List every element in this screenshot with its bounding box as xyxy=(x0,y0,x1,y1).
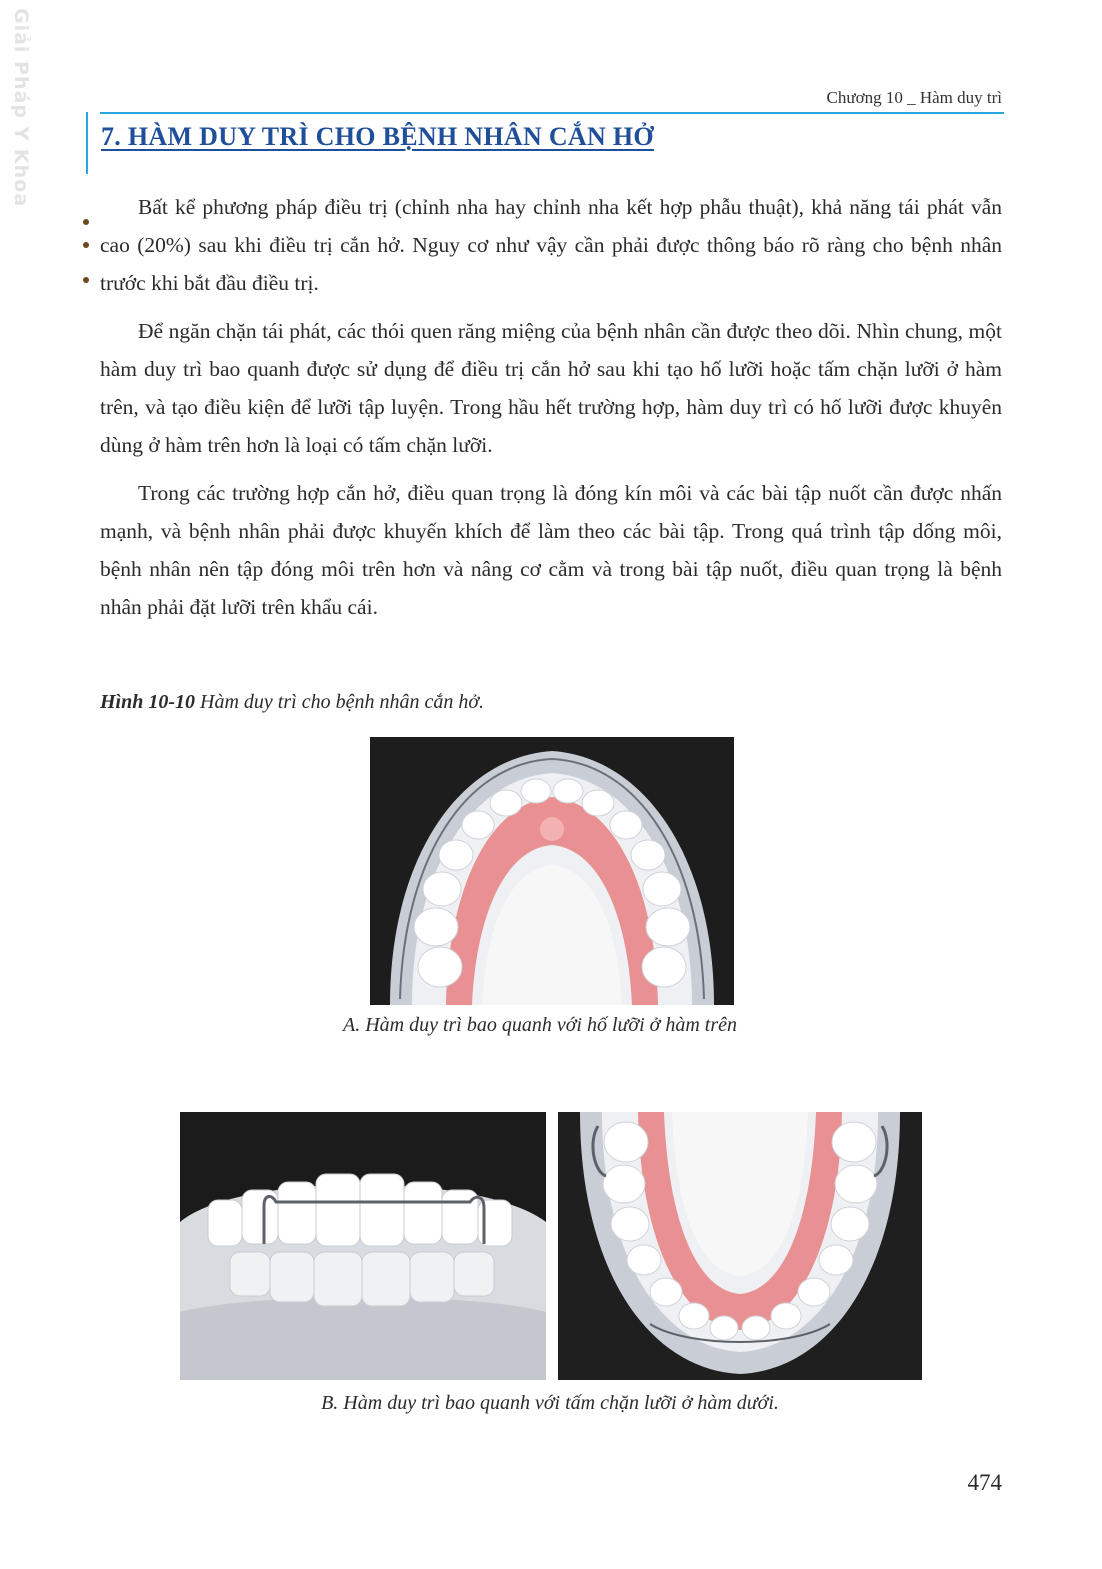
photo-frontal-view xyxy=(180,1112,546,1380)
header-bracket-line xyxy=(86,112,88,174)
figure-title: Hàm duy trì cho bệnh nhân cắn hở. xyxy=(195,691,484,713)
bullet-dot xyxy=(83,219,89,225)
side-watermark: Giải Pháp Y Khoa xyxy=(10,8,32,208)
lower-retainer-illustration xyxy=(558,1112,922,1380)
figure-caption xyxy=(100,691,484,714)
paragraph: Trong các trường hợp cắn hở, điều quan trọng là đóng kín môi và các bài tập nuốt cần được nhấn mạnh, và bệnh nhân phải được khuyến khích để làm theo các bài tập. Trong quá trình tập dống môi, bệnh nhân nên tập đóng môi trên hơn và nâng cơ cằm và trong bài tập nuốt, điều quan trọng là bệnh nhân phải đặt lưỡi trên khẩu cái. xyxy=(100,481,1002,619)
body-text xyxy=(100,188,1002,636)
bullet-dot xyxy=(83,277,89,283)
photo-lower-retainer xyxy=(558,1112,922,1380)
running-header: Chương 10 _ Hàm duy trì xyxy=(826,88,1002,107)
section-title: 7. HÀM DUY TRÌ CHO BỆNH NHÂN CẮN HỞ xyxy=(101,122,654,151)
caption-b: B. Hàm duy trì bao quanh với tấm chặn lưỡi ở hàm dưới. xyxy=(321,1392,779,1414)
page-number: 474 xyxy=(967,1470,1002,1495)
bullet-dot xyxy=(83,242,89,248)
photo-upper-retainer xyxy=(370,737,734,1005)
frontal-view-illustration xyxy=(180,1112,546,1380)
paragraph: Bất kể phương pháp điều trị (chỉnh nha hay chỉnh nha kết hợp phẫu thuật), khả năng tái phát vẫn cao (20%) sau khi điều trị cắn hở. Nguy cơ như vậy cần phải được thông báo rõ ràng cho bệnh nhân trước khi bắt đầu điều trị. xyxy=(100,195,1002,295)
upper-retainer-illustration xyxy=(370,737,734,1005)
paragraph: Để ngăn chặn tái phát, các thói quen răng miệng của bệnh nhân cần được theo dõi. Nhìn chung, một hàm duy trì bao quanh được sử dụng để điều trị cắn hở sau khi tạo hố lưỡi hoặc tấm chặn lưỡi ở hàm trên, và tạo điều kiện để lưỡi tập luyện. Trong hầu hết trường hợp, hàm duy trì có hố lưỡi được khuyên dùng ở hàm trên hơn là loại có tấm chặn lưỡi. xyxy=(100,319,1002,457)
figure-label: Hình 10-10 xyxy=(100,691,196,713)
caption-a: A. Hàm duy trì bao quanh với hố lưỡi ở hàm trên xyxy=(342,1014,737,1036)
header-rule xyxy=(100,112,1004,114)
